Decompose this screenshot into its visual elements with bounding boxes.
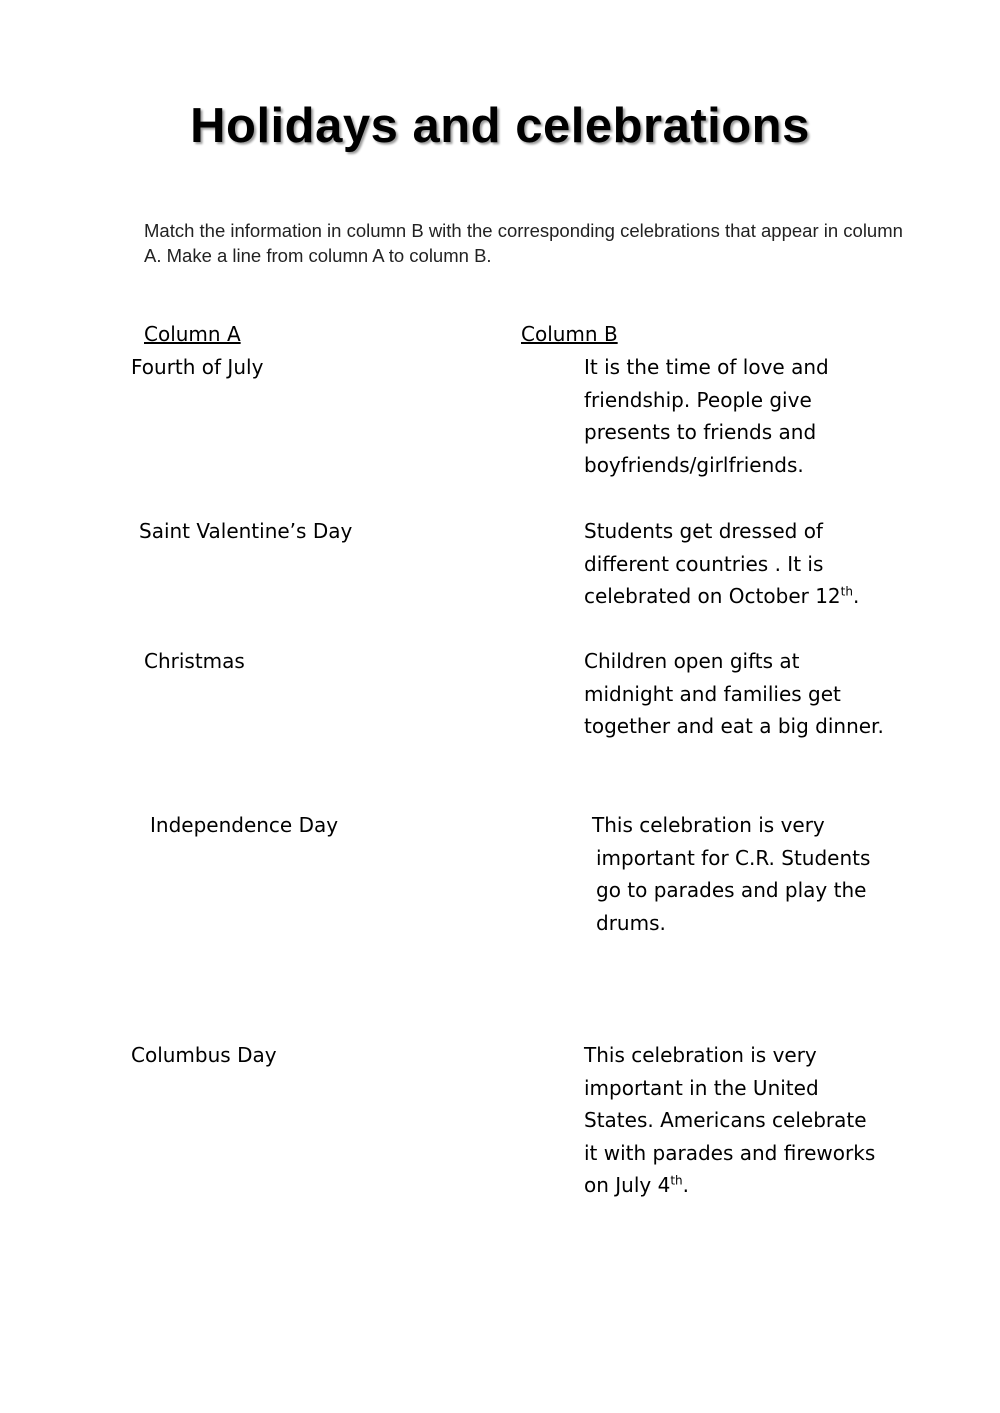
- text-line: drums.: [596, 910, 666, 935]
- column-a-item-columbus-day[interactable]: Columbus Day: [131, 1043, 277, 1067]
- text-line: It is the time of love and: [584, 355, 829, 379]
- text-line: important for C.R. Students: [596, 845, 871, 870]
- text-line: important in the United: [584, 1075, 819, 1100]
- text-line: This celebration is very: [592, 813, 825, 837]
- text-line: This celebration is very: [584, 1043, 817, 1067]
- text-line: together and eat a big dinner.: [584, 714, 884, 739]
- text-line: go to parades and play the: [596, 878, 867, 903]
- column-b-item-united-states-fireworks[interactable]: [584, 1039, 924, 1202]
- text-line: [584, 580, 924, 613]
- text-line-main: celebrated on October 12: [584, 584, 841, 609]
- page-title: Holidays and celebrations: [190, 99, 810, 153]
- column-b-item-gifts-midnight[interactable]: [584, 645, 924, 743]
- column-a-header: Column A: [144, 322, 241, 346]
- text-line: [584, 1169, 924, 1202]
- column-b-header: Column B: [521, 322, 618, 346]
- text-line-main: on July 4: [584, 1173, 671, 1198]
- column-b-item-love-friendship[interactable]: [584, 351, 924, 481]
- text-line: different countries . It is: [584, 551, 824, 576]
- column-b-item-dressed-countries[interactable]: [584, 515, 924, 613]
- text-line: midnight and families get: [584, 681, 841, 706]
- column-a-item-independence-day[interactable]: Independence Day: [150, 813, 339, 837]
- ordinal-suffix: th: [840, 584, 853, 599]
- column-a-item-christmas[interactable]: Christmas: [144, 649, 245, 673]
- ordinal-suffix: th: [670, 1173, 683, 1188]
- text-line: States. Americans celebrate: [584, 1108, 867, 1133]
- text-line: Children open gifts at: [584, 649, 800, 673]
- text-line: friendship. People give: [584, 387, 812, 412]
- instructions: Match the information in column B with the corresponding celebrations that appear in column A. Make a line from column A to column B.: [144, 220, 903, 266]
- text-line-tail: .: [852, 584, 860, 609]
- text-line-tail: .: [682, 1173, 689, 1198]
- column-a-item-saint-valentines-day[interactable]: Saint Valentine’s Day: [139, 519, 353, 543]
- text-line: it with parades and fireworks: [584, 1140, 876, 1165]
- text-line: presents to friends and: [584, 420, 817, 445]
- column-b-item-cr-students-parades[interactable]: [592, 809, 932, 939]
- text-line: boyfriends/girlfriends.: [584, 452, 804, 477]
- column-a-item-fourth-of-july[interactable]: Fourth of July: [131, 355, 264, 379]
- text-line: Students get dressed of: [584, 519, 823, 543]
